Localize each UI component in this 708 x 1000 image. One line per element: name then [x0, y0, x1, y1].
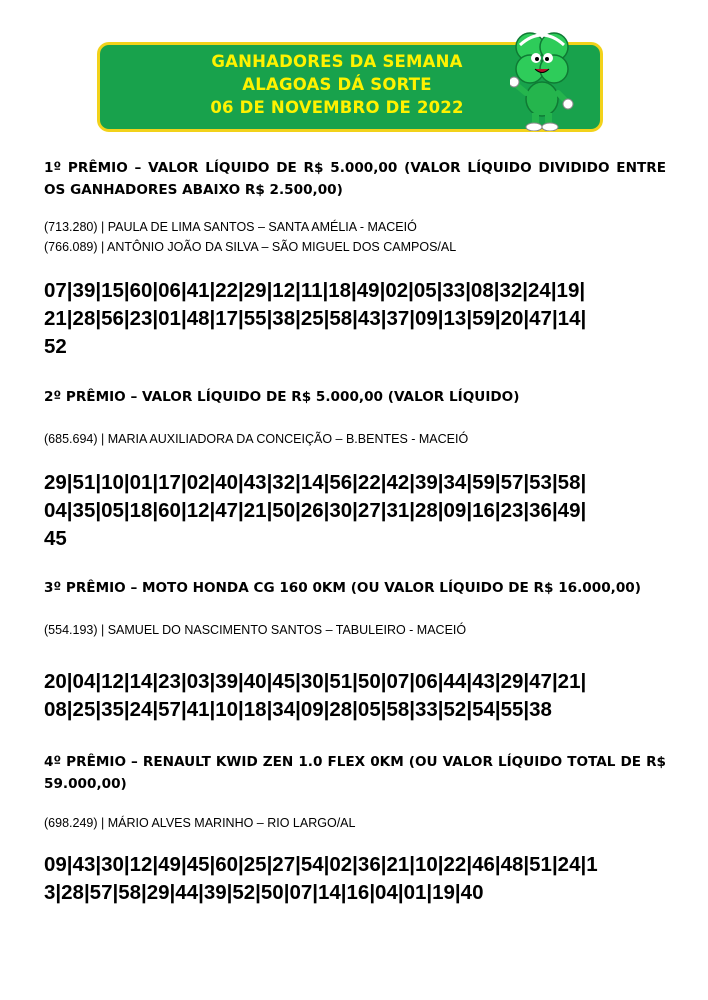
- banner-title: GANHADORES DA SEMANA: [211, 52, 463, 71]
- drawn-numbers-line: 52: [44, 335, 67, 358]
- drawn-numbers-line: 21|28|56|23|01|48|17|55|38|25|58|43|37|09|13|59|20|47|14|: [44, 307, 587, 330]
- header-banner: [97, 42, 603, 132]
- winner-entry: (713.280) | PAULA DE LIMA SANTOS – SANTA AMÉLIA - MACEIÓ: [44, 220, 417, 234]
- winner-entry: (554.193) | SAMUEL DO NASCIMENTO SANTOS – TABULEIRO - MACEIÓ: [44, 623, 467, 637]
- banner-subtitle: ALAGOAS DÁ SORTE: [242, 75, 432, 94]
- prize-section-3: [44, 577, 666, 724]
- prize-title: 4º PRÊMIO – RENAULT KWID ZEN 1.0 FLEX 0KM (OU VALOR LÍQUIDO TOTAL DE R$ 59.000,00): [44, 754, 666, 792]
- prize-section-2: [44, 386, 666, 553]
- drawn-numbers-line: 07|39|15|60|06|41|22|29|12|11|18|49|02|05|33|08|32|24|19|: [44, 279, 586, 302]
- winner-entry: (685.694) | MARIA AUXILIADORA DA CONCEIÇÃO – B.BENTES - MACEIÓ: [44, 432, 469, 446]
- drawn-numbers-line: 20|04|12|14|23|03|39|40|45|30|51|50|07|06|44|43|29|47|21|: [44, 670, 587, 693]
- drawn-numbers-line: 09|43|30|12|49|45|60|25|27|54|02|36|21|10|22|46|48|51|24|1: [44, 853, 598, 876]
- drawn-numbers-line: 45: [44, 527, 67, 550]
- banner-date: 06 DE NOVEMBRO DE 2022: [210, 98, 464, 117]
- drawn-numbers-line: 04|35|05|18|60|12|47|21|50|26|30|27|31|28|09|16|23|36|49|: [44, 499, 587, 522]
- drawn-numbers-line: 08|25|35|24|57|41|10|18|34|09|28|05|58|33|52|54|55|38: [44, 698, 552, 721]
- winner-entry: (766.089) | ANTÔNIO JOÃO DA SILVA – SÃO MIGUEL DOS CAMPOS/AL: [44, 240, 457, 254]
- prize-title: 3º PRÊMIO – MOTO HONDA CG 160 0KM (OU VALOR LÍQUIDO DE R$ 16.000,00): [44, 580, 641, 596]
- prize-title: 1º PRÊMIO – VALOR LÍQUIDO DE R$ 5.000,00 (VALOR LÍQUIDO DIVIDIDO ENTRE OS GANHADORES ABAIXO R$ 2.500,00): [44, 160, 666, 198]
- winner-entry: (698.249) | MÁRIO ALVES MARINHO – RIO LARGO/AL: [44, 816, 356, 830]
- prize-section-4: [44, 751, 666, 907]
- drawn-numbers-line: 29|51|10|01|17|02|40|43|32|14|56|22|42|39|34|59|57|53|58|: [44, 471, 587, 494]
- prize-section-1: [44, 157, 666, 361]
- clover-mascot-icon: [510, 27, 574, 131]
- drawn-numbers-line: 3|28|57|58|29|44|39|52|50|07|14|16|04|01|19|40: [44, 881, 484, 904]
- prize-title: 2º PRÊMIO – VALOR LÍQUIDO DE R$ 5.000,00 (VALOR LÍQUIDO): [44, 389, 520, 405]
